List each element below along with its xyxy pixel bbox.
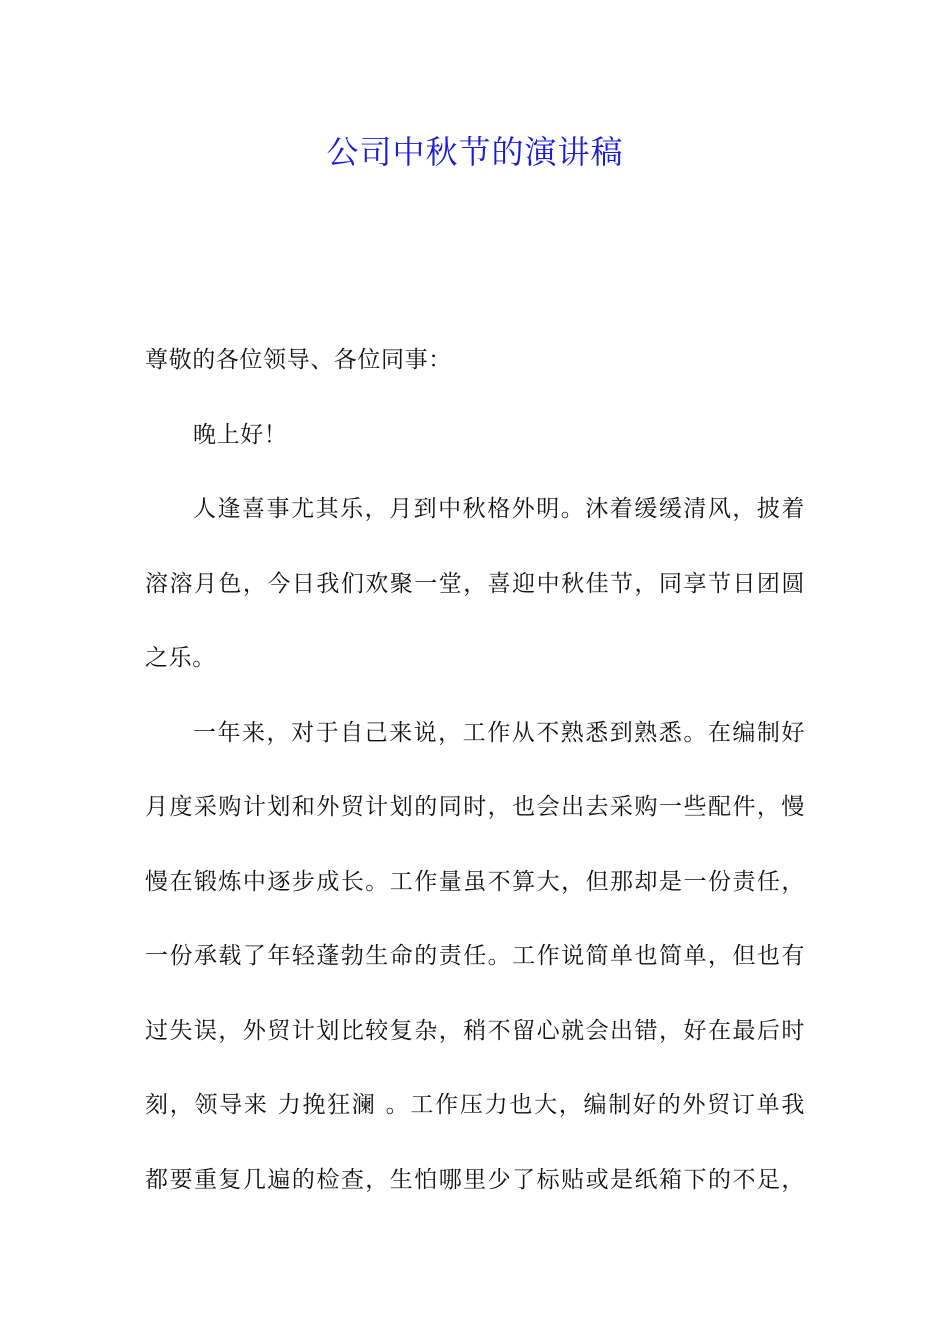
paragraph-line: 都要重复几遍的检查，生怕哪里少了标贴或是纸箱下的不足， <box>145 1166 805 1193</box>
greeting-line: 晚上好！ <box>193 421 288 448</box>
salutation-line: 尊敬的各位领导、各位同事： <box>145 347 452 373</box>
paragraph-line: 溶溶月色，今日我们欢聚一堂，喜迎中秋佳节，同享节日团圆 <box>145 570 805 597</box>
paragraph-line: 过失误，外贸计划比较复杂，稍不留心就会出错，好在最后时 <box>145 1017 805 1044</box>
paragraph-line: 慢在锻炼中逐步成长。工作量虽不算大，但那却是一份责任， <box>145 868 805 895</box>
paragraph-line: 一份承载了年轻蓬勃生命的责任。工作说简单也简单，但也有 <box>145 943 805 969</box>
paragraph-line: 人逢喜事尤其乐，月到中秋格外明。沐着缓缓清风，披着 <box>193 496 805 522</box>
paragraph-line: 月度采购计划和外贸计划的同时，也会出去采购一些配件，慢 <box>145 794 805 820</box>
paragraph-line: 刻，领导来 力挽狂澜 。工作压力也大，编制好的外贸订单我 <box>145 1092 805 1118</box>
paragraph-line: 一年来，对于自己来说，工作从不熟悉到熟悉。在编制好 <box>193 719 805 746</box>
document-body <box>145 336 805 1230</box>
document-title: 公司中秋节的演讲稿 <box>326 133 624 171</box>
paragraph-line: 之乐。 <box>145 645 216 671</box>
